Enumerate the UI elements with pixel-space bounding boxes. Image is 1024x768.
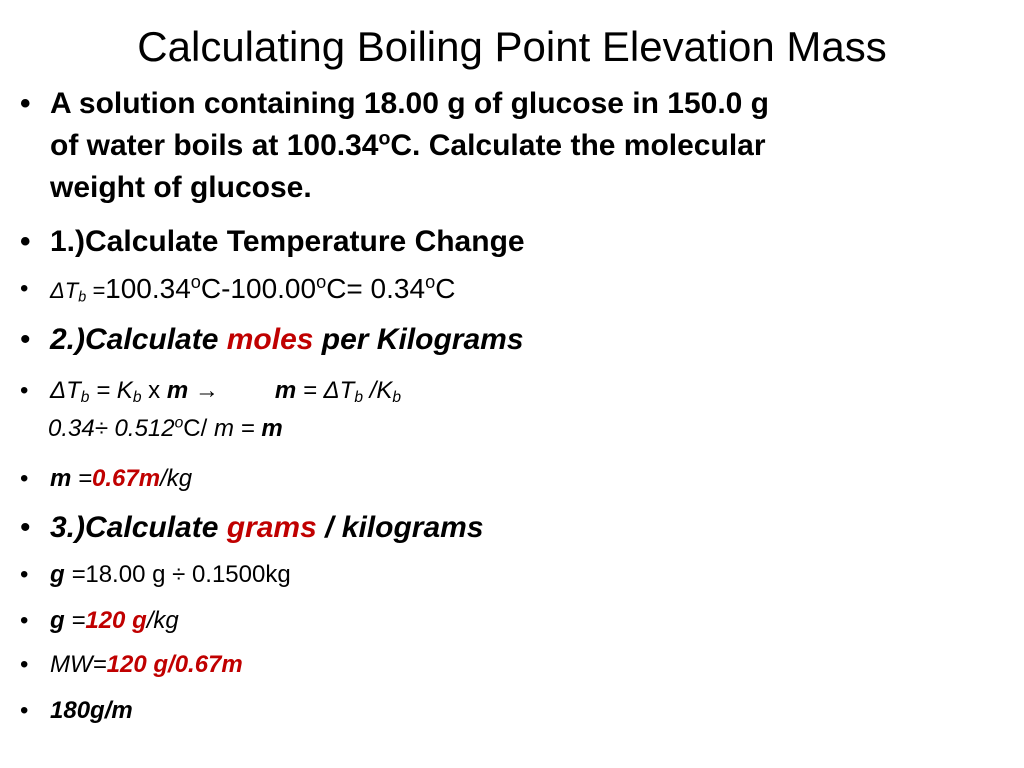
bullet-dot: • [20, 377, 29, 404]
step-2-heading-text: 2.)Calculate moles per Kilograms [50, 323, 524, 356]
arrow-icon: → [194, 377, 219, 404]
delta-tb-equation: $\Delta T_b =100.34^oC-100.00^oC= 0.34^oC$ [50, 272, 456, 306]
problem-line-2: of water boils at 100.34$^o$C. Calculate the molecular [50, 127, 766, 162]
step-3-heading-text: 3.)Calculate grams / kilograms [50, 511, 484, 544]
bullet-dot: • [20, 607, 29, 634]
slide-title: Calculating Boiling Point Elevation Mass [137, 23, 887, 70]
bullet-dot: • [20, 465, 29, 492]
molality-result-text: m =0.67m/kg [50, 465, 193, 492]
grams-result-text: g =120 g/kg [50, 607, 179, 634]
bullet-dot: • [20, 697, 29, 724]
molality-formula-line-2: $0.34\div 0.512^oC/$ m = m [48, 414, 283, 442]
bullet-dot: • [20, 561, 29, 588]
step-1-heading-text: 1.)Calculate Temperature Change [50, 225, 525, 258]
bullet-dot: • [20, 651, 29, 678]
bullet-dot: • [20, 323, 31, 356]
grams-calculation-text: g =18.00 g ÷ 0.1500kg [50, 561, 291, 588]
final-answer-text: 180g/m [50, 697, 133, 724]
problem-line-1: A solution containing 18.00 g of glucose in 150.0 g [50, 87, 770, 120]
problem-line-3: weight of glucose. [50, 171, 312, 204]
molality-formula-line-1: $\Delta T_b = K_b$ x $m \to m = \Delta T_b$ $/K_b$ [50, 377, 402, 406]
bullet-dot: • [20, 511, 31, 544]
bullet-dot: • [20, 87, 31, 120]
bullet-dot: • [20, 225, 31, 258]
molecular-weight-formula-text: MW=120 g/0.67m [50, 651, 243, 678]
bullet-dot: • [20, 275, 29, 302]
